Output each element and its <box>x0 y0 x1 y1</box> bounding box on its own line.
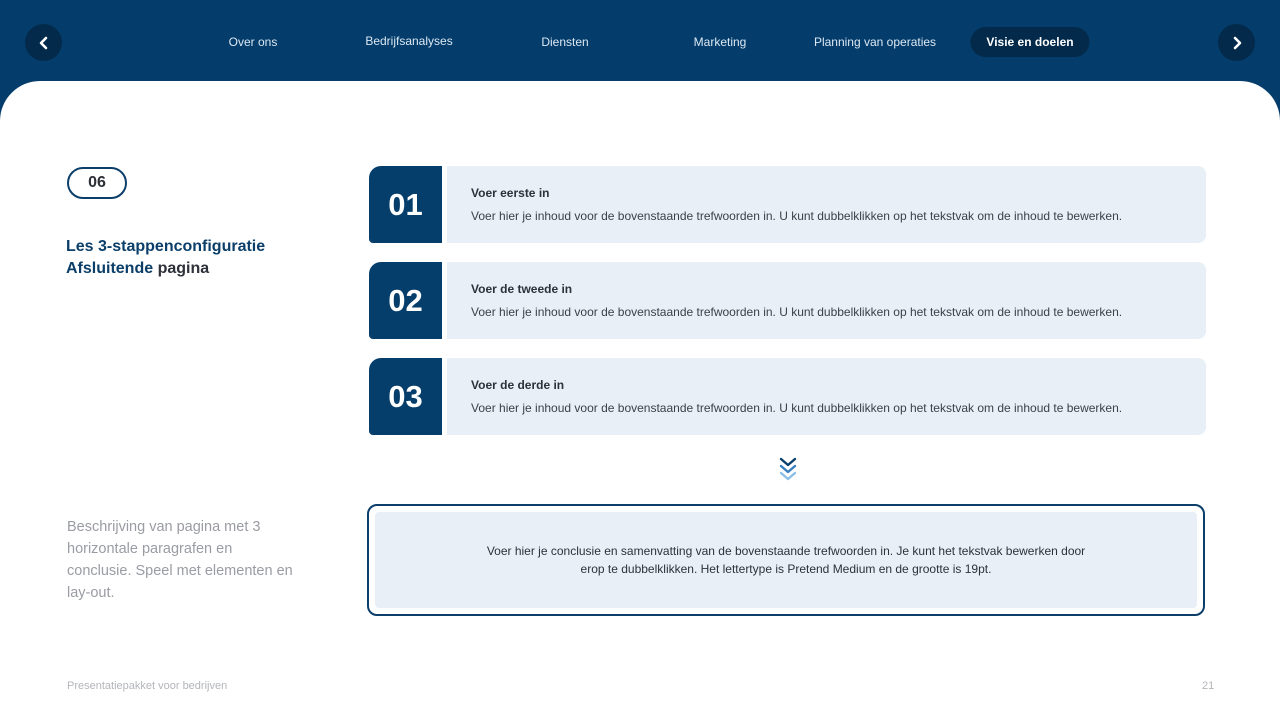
page-title-rest: pagina <box>153 260 210 277</box>
page-title-line2 <box>66 258 265 280</box>
previous-slide-button[interactable] <box>25 24 62 61</box>
conclusion-inner-panel <box>375 512 1197 608</box>
step-title: Voer de tweede in <box>471 282 573 296</box>
step-number: 03 <box>369 358 442 435</box>
page-title-line1: Les 3-stappenconfiguratie <box>66 238 266 255</box>
footer-title: Presentatiepakket voor bedrijven <box>67 680 228 692</box>
top-navigation-bar <box>0 0 1280 81</box>
step-body: Voer hier je inhoud voor de bovenstaande trefwoorden in. U kunt dubbelklikken op het tekstvak om de inhoud te bewerken. <box>471 209 1123 223</box>
step-body: Voer hier je inhoud voor de bovenstaande trefwoorden in. U kunt dubbelklikken op het tekstvak om de inhoud te bewerken. <box>471 305 1123 319</box>
page-title-accent: Afsluitende <box>66 260 154 277</box>
step-row-3[interactable] <box>369 358 1206 435</box>
step-title: Voer eerste in <box>471 186 550 200</box>
page-description: Beschrijving van pagina met 3 horizontale paragrafen en conclusie. Speel met elementen en lay-out. <box>67 519 293 601</box>
nav-item-bedrijfsanalyses[interactable]: Bedrijfsanalyses <box>365 34 453 48</box>
step-number: 02 <box>369 262 442 339</box>
step-body: Voer hier je inhoud voor de bovenstaande trefwoorden in. U kunt dubbelklikken op het tekstvak om de inhoud te bewerken. <box>471 401 1123 415</box>
step-text-panel[interactable] <box>447 166 1206 243</box>
step-text-panel[interactable] <box>447 358 1206 435</box>
nav-item-marketing[interactable]: Marketing <box>693 35 747 49</box>
step-number: 01 <box>369 166 442 243</box>
chevron-right-icon <box>1230 36 1244 50</box>
nav-item-over-ons[interactable]: Over ons <box>228 35 278 49</box>
chevron-left-icon <box>37 36 51 50</box>
nav-item-diensten[interactable]: Diensten <box>541 35 589 49</box>
step-row-2[interactable] <box>369 262 1206 339</box>
page-number: 21 <box>1202 680 1215 692</box>
step-text-panel[interactable] <box>447 262 1206 339</box>
step-title: Voer de derde in <box>471 378 565 392</box>
next-slide-button[interactable] <box>1218 24 1255 61</box>
nav-item-planning-van-operaties[interactable]: Planning van operaties <box>813 35 937 49</box>
triple-chevron-down-icon <box>778 456 798 484</box>
conclusion-text: Voer hier je conclusie en samenvatting van de bovenstaande trefwoorden in. Je kunt het tekstvak bewerken door erop te dubbelklikken. Het lettertype is Pretend Medium en de grootte is 19pt. <box>486 544 1086 576</box>
page-title <box>66 236 265 280</box>
step-row-1[interactable] <box>369 166 1206 243</box>
conclusion-box[interactable] <box>367 504 1205 616</box>
nav-item-visie-en-doelen[interactable]: Visie en doelen <box>970 27 1089 57</box>
section-number-badge: 06 <box>67 167 127 199</box>
